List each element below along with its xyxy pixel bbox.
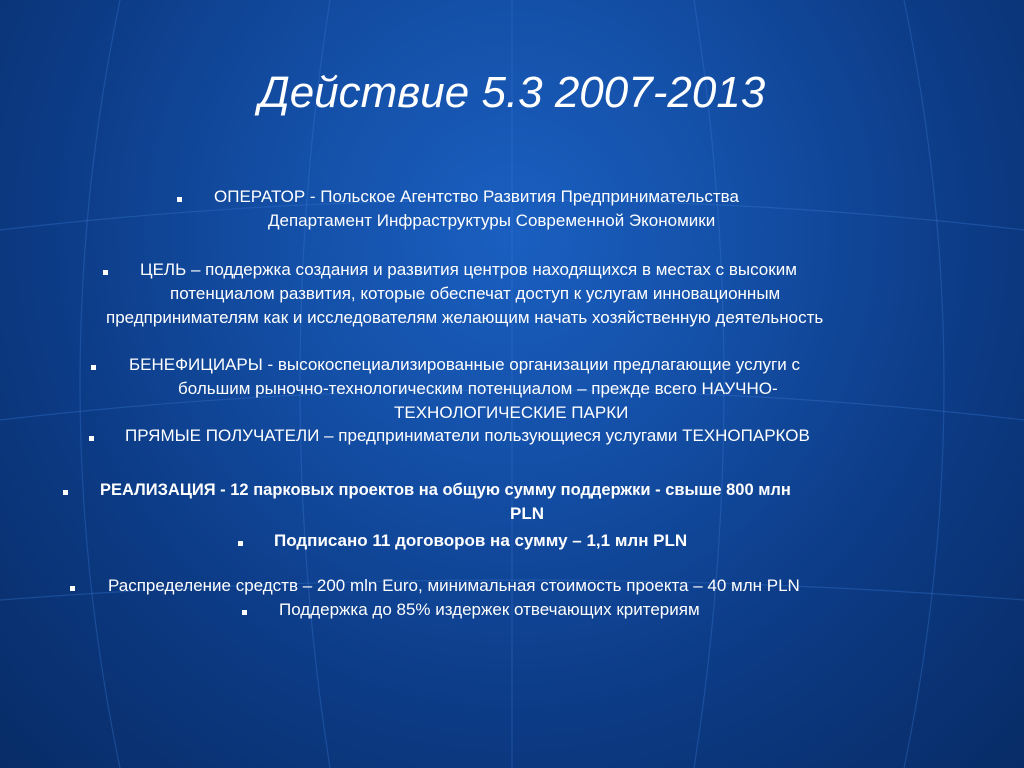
bullet-support xyxy=(242,610,247,615)
distribution-line-1: Распределение средств – 200 mln Euro, минимальная стоимость проекта – 40 млн PLN xyxy=(108,576,800,595)
beneficiaries-line-2: большим рыночно-технологическим потенциалом – прежде всего НАУЧНО- xyxy=(178,379,778,398)
goal-line-3: предпринимателям как и исследователям желающим начать хозяйственную деятельность xyxy=(106,308,824,327)
recipients-line-1: ПРЯМЫЕ ПОЛУЧАТЕЛИ – предприниматели пользующиеся услугами ТЕХНОПАРКОВ xyxy=(125,426,810,445)
operator-line-1: ОПЕРАТОР - Польское Агентство Развития Предпринимательства xyxy=(214,187,739,206)
operator-line-2: Департамент Инфраструктуры Современной Экономики xyxy=(268,211,716,230)
implementation-line-1: РЕАЛИЗАЦИЯ - 12 парковых проектов на общую сумму поддержки - свыше 800 млн xyxy=(100,481,791,499)
beneficiaries-line-1: БЕНЕФИЦИАРЫ - высокоспециализированные организации предлагающие услуги с xyxy=(129,355,800,374)
implementation-line-2: PLN xyxy=(510,504,544,523)
beneficiaries-line-3: ТЕХНОЛОГИЧЕСКИЕ ПАРКИ xyxy=(394,403,629,422)
support-line-1: Поддержка до 85% издержек отвечающих критериям xyxy=(279,600,700,619)
bullet-distribution xyxy=(70,586,75,591)
bullet-operator xyxy=(177,197,182,202)
goal-line-1: ЦЕЛЬ – поддержка создания и развития центров находящихся в местах с высоким xyxy=(140,260,797,279)
bullet-recipients xyxy=(89,436,94,441)
goal-line-2: потенциалом развития, которые обеспечат доступ к услугам инновационным xyxy=(170,284,781,303)
slide-title: Действие 5.3 2007-2013 xyxy=(258,68,766,117)
bullet-implementation xyxy=(63,490,68,495)
bullet-goal xyxy=(103,270,108,275)
bullet-signed xyxy=(238,541,243,546)
signed-line-1: Подписано 11 договоров на сумму – 1,1 млн PLN xyxy=(274,531,688,550)
bullet-beneficiaries xyxy=(91,365,96,370)
